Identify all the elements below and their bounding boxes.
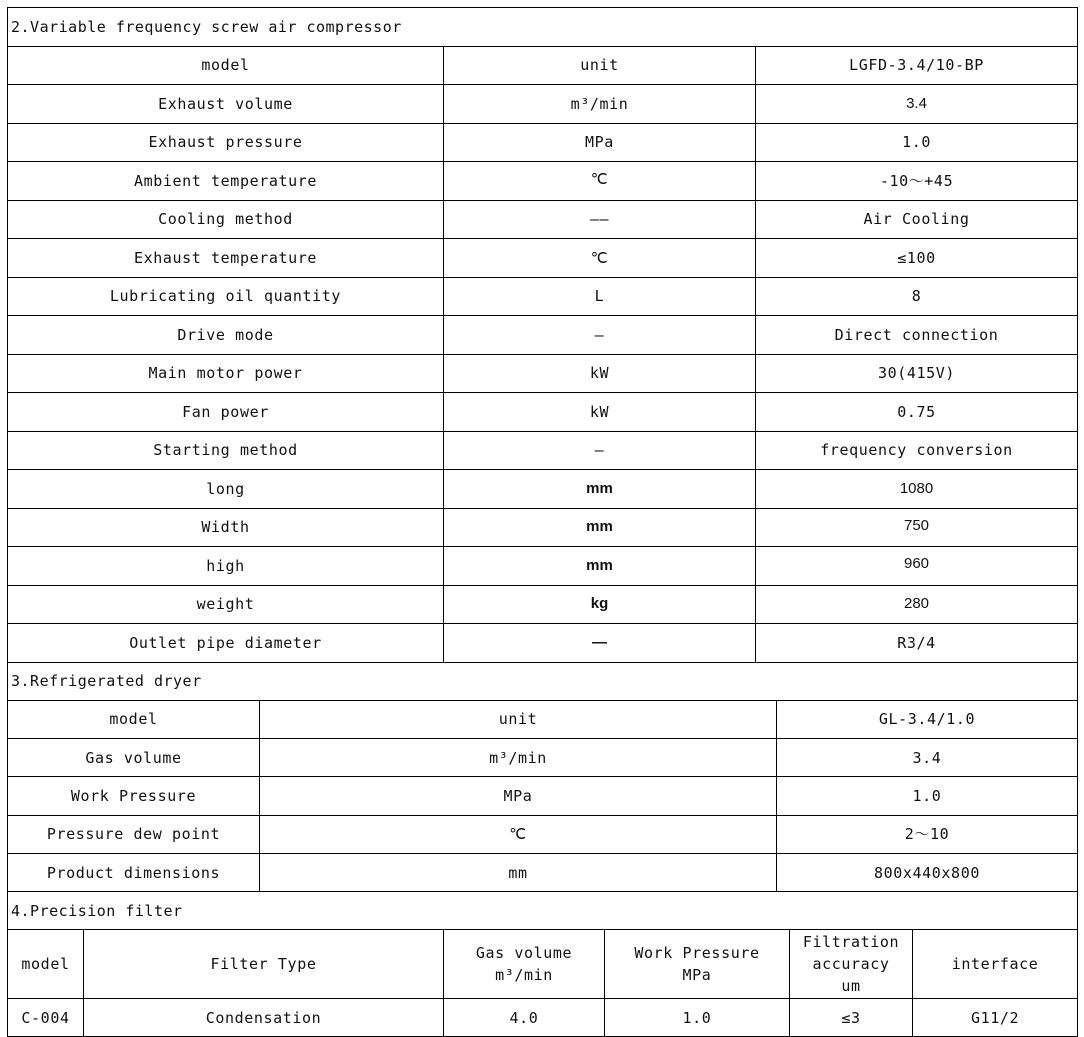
param-name: Product dimensions [8,853,260,891]
param-value: -10～+45 [756,162,1078,201]
param-name: Starting method [8,431,444,470]
param-name: Gas volume [8,739,260,777]
header-model: model [8,46,444,85]
table-row [8,354,1078,393]
dryer-spec-table [7,662,1078,893]
param-unit: mm [444,470,756,509]
header-filtration-line2: accuracy [812,955,890,974]
header-model-number: LGFD-3.4/10-BP [756,46,1078,85]
param-unit: kg [444,585,756,624]
param-value: 800x440x800 [777,853,1078,891]
header-gas-volume-unit: m³/min [495,966,553,985]
param-unit: m³/min [444,85,756,124]
table-row [8,508,1078,547]
param-value: R3/4 [756,624,1078,663]
table-row [8,431,1078,470]
param-unit: ℃ [444,239,756,278]
header-gas-volume [444,930,605,999]
filter-work-pressure: 1.0 [605,999,790,1037]
filter-spec-table [7,891,1078,1037]
header-filtration-accuracy [790,930,913,999]
section-title-dryer: 3.Refrigerated dryer [8,662,1078,700]
param-unit: mm [260,853,777,891]
param-value: 1.0 [777,777,1078,815]
table-row [8,815,1078,853]
param-unit: MPa [260,777,777,815]
param-value: 1080 [756,470,1078,509]
header-unit: unit [260,700,777,738]
section-title-row [8,662,1078,700]
param-value: 8 [756,277,1078,316]
param-unit: —— [444,200,756,239]
table-row [8,277,1078,316]
compressor-spec-table [7,7,1078,663]
param-value: 1.0 [756,123,1078,162]
table-row [8,999,1078,1037]
param-value: 960 [756,547,1078,586]
header-model: model [8,700,260,738]
param-name: Width [8,508,444,547]
param-value: 3.4 [777,739,1078,777]
param-value: 0.75 [756,393,1078,432]
param-unit: mm [444,508,756,547]
table-row [8,585,1078,624]
header-work-pressure-unit: MPa [682,966,712,985]
param-unit: m³/min [260,739,777,777]
spec-sheet [7,7,1077,1037]
table-row [8,200,1078,239]
table-row [8,777,1078,815]
table-row [8,393,1078,432]
section-title-filter: 4.Precision filter [8,892,1078,930]
table-row [8,162,1078,201]
param-name: Cooling method [8,200,444,239]
table-header-row [8,930,1078,999]
param-name: Exhaust pressure [8,123,444,162]
param-value: 2～10 [777,815,1078,853]
header-interface: interface [913,930,1078,999]
param-name: Main motor power [8,354,444,393]
table-row [8,316,1078,355]
param-unit: kW [444,393,756,432]
table-header-row [8,700,1078,738]
header-filtration-unit: um [841,977,861,996]
param-name: Drive mode [8,316,444,355]
table-row [8,853,1078,891]
param-unit: — [444,624,756,663]
param-unit: ℃ [260,815,777,853]
param-name: Exhaust temperature [8,239,444,278]
table-row [8,123,1078,162]
table-row [8,85,1078,124]
param-name: high [8,547,444,586]
param-value: Direct connection [756,316,1078,355]
param-unit: — [444,431,756,470]
section-title-compressor: 2.Variable frequency screw air compressor [8,8,1078,47]
header-model-number: GL-3.4/1.0 [777,700,1078,738]
header-unit: unit [444,46,756,85]
header-work-pressure-label: Work Pressure [634,944,760,963]
filter-type: Condensation [84,999,444,1037]
header-model: model [8,930,84,999]
param-value: Air Cooling [756,200,1078,239]
param-name: long [8,470,444,509]
table-row [8,547,1078,586]
param-name: Ambient temperature [8,162,444,201]
param-name: Work Pressure [8,777,260,815]
param-name: Lubricating oil quantity [8,277,444,316]
param-unit: ℃ [444,162,756,201]
param-name: Outlet pipe diameter [8,624,444,663]
table-row [8,739,1078,777]
param-unit: — [444,316,756,355]
param-value: 750 [756,508,1078,547]
header-gas-volume-label: Gas volume [475,944,573,963]
table-row [8,624,1078,663]
filter-model: C-004 [8,999,84,1037]
section-title-row [8,892,1078,930]
param-name: Pressure dew point [8,815,260,853]
param-value: 30(415V) [756,354,1078,393]
param-unit: MPa [444,123,756,162]
param-name: Exhaust volume [8,85,444,124]
filter-interface: G11/2 [913,999,1078,1037]
param-name: weight [8,585,444,624]
header-filter-type: Filter Type [84,930,444,999]
param-value: 3.4 [756,85,1078,124]
header-work-pressure [605,930,790,999]
param-unit: mm [444,547,756,586]
param-unit: L [444,277,756,316]
table-row [8,470,1078,509]
param-name: Fan power [8,393,444,432]
table-row [8,239,1078,278]
filter-accuracy: ≤3 [790,999,913,1037]
param-value: frequency conversion [756,431,1078,470]
param-value: ≤100 [756,239,1078,278]
header-filtration-line1: Filtration [802,933,900,952]
section-title-row [8,8,1078,47]
filter-gas-volume: 4.0 [444,999,605,1037]
param-value: 280 [756,585,1078,624]
param-unit: kW [444,354,756,393]
table-header-row [8,46,1078,85]
